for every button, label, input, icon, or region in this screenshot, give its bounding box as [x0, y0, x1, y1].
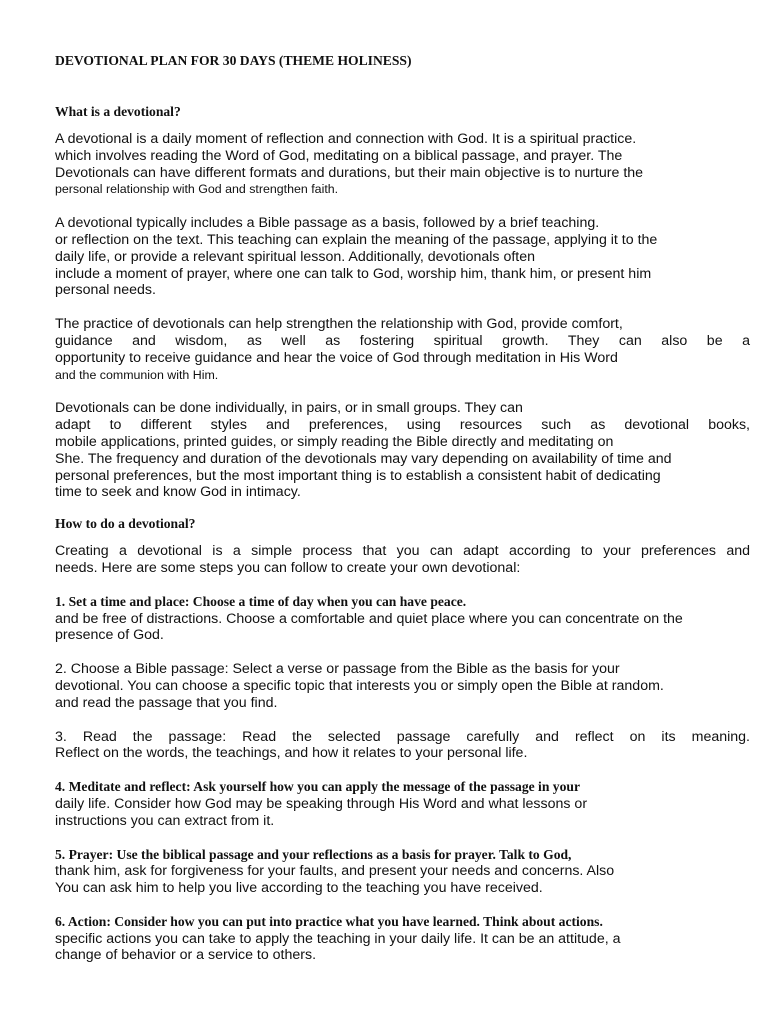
paragraph-line: specific actions you can take to apply the teaching in your daily life. It can be an attitude, a — [55, 930, 621, 947]
paragraph-line: 3. Read the passage: Read the selected passage carefully and reflect on its meaning. — [55, 728, 750, 745]
paragraph-line: 4. Meditate and reflect: Ask yourself how you can apply the message of the passage in your — [55, 779, 580, 795]
paragraph-line: The practice of devotionals can help strengthen the relationship with God, provide comfort, — [55, 316, 623, 333]
paragraph-line: thank him, ask for forgiveness for your faults, and present your needs and concerns. Also — [55, 863, 615, 880]
paragraph-line: personal relationship with God and strengthen faith. — [55, 182, 339, 197]
paragraph-line: and read the passage that you find. — [55, 694, 278, 711]
paragraph-line: Reflect on the words, the teachings, and how it relates to your personal life. — [55, 745, 528, 762]
paragraph-line: A devotional typically includes a Bible passage as a basis, followed by a brief teaching. — [55, 215, 600, 232]
paragraph — [55, 131, 750, 198]
paragraph — [55, 215, 750, 299]
paragraph-line: include a moment of prayer, where one can talk to God, worship him, thank him, or present him — [55, 265, 652, 282]
paragraph-line: instructions you can extract from it. — [55, 812, 275, 829]
paragraph-line: 2. Choose a Bible passage: Select a verse or passage from the Bible as the basis for your — [55, 661, 620, 678]
paragraph-line: daily life, or provide a relevant spiritual lesson. Additionally, devotionals often — [55, 248, 536, 265]
paragraph-line: mobile applications, printed guides, or simply reading the Bible directly and meditating on — [55, 433, 614, 450]
paragraph-line: and be free of distractions. Choose a comfortable and quiet place where you can concentrate on the — [55, 610, 683, 627]
paragraph-line: guidance and wisdom, as well as fostering spiritual growth. They can also be a — [55, 332, 750, 349]
paragraph-line: or reflection on the text. This teaching can explain the meaning of the passage, applying it to the — [55, 231, 658, 248]
section-what — [55, 131, 750, 501]
paragraph — [55, 316, 750, 383]
paragraph — [55, 594, 750, 644]
paragraph-line: personal preferences, but the most important thing is to establish a consistent habit of dedicating — [55, 467, 661, 484]
paragraph-line: Devotionals can have different formats and durations, but their main objective is to nurture the — [55, 164, 644, 181]
paragraph-line: presence of God. — [55, 627, 164, 644]
paragraph-line: change of behavior or a service to others. — [55, 947, 317, 964]
paragraph-line: opportunity to receive guidance and hear the voice of God through meditation in His Word — [55, 349, 618, 366]
paragraph — [55, 543, 750, 577]
paragraph — [55, 729, 750, 763]
paragraph — [55, 847, 750, 897]
paragraph-line: daily life. Consider how God may be speaking through His Word and what lessons or — [55, 795, 588, 812]
paragraph-line: 5. Prayer: Use the biblical passage and your reflections as a basis for prayer. Talk to God, — [55, 846, 572, 862]
paragraph-line: adapt to different styles and preferences, using resources such as devotional books, — [55, 417, 750, 434]
paragraph-line: which involves reading the Word of God, meditating on a biblical passage, and prayer. The — [55, 147, 623, 164]
paragraph-line: You can ask him to help you live according to the teaching you have received. — [55, 880, 543, 897]
paragraph-line: 6. Action: Consider how you can put into practice what you have learned. Think about actions. — [55, 913, 603, 929]
paragraph-line: She. The frequency and duration of the devotionals may vary depending on availability of time and — [55, 450, 672, 467]
section-how — [55, 543, 750, 964]
paragraph-line: and the communion with Him. — [55, 367, 219, 382]
paragraph-line: time to seek and know God in intimacy. — [55, 484, 301, 501]
document-title: DEVOTIONAL PLAN FOR 30 DAYS (THEME HOLINESS) — [55, 53, 412, 68]
paragraph-line: needs. Here are some steps you can follow to create your own devotional: — [55, 559, 521, 576]
heading-how-to-devotional: How to do a devotional? — [55, 516, 196, 532]
paragraph-line: Creating a devotional is a simple process that you can adapt according to your preferences and — [55, 543, 750, 560]
paragraph-line: Devotionals can be done individually, in pairs, or in small groups. They can — [55, 400, 523, 417]
paragraph-line: personal needs. — [55, 282, 156, 299]
paragraph-line: devotional. You can choose a specific topic that interests you or simply open the Bible at random. — [55, 677, 664, 694]
heading-what-is-devotional: What is a devotional? — [55, 104, 181, 119]
paragraph-line: 1. Set a time and place: Choose a time of day when you can have peace. — [55, 593, 467, 609]
paragraph — [55, 661, 750, 711]
paragraph — [55, 779, 750, 829]
paragraph — [55, 400, 750, 501]
paragraph — [55, 914, 750, 964]
paragraph-line: A devotional is a daily moment of reflection and connection with God. It is a spiritual practice. — [55, 131, 637, 147]
